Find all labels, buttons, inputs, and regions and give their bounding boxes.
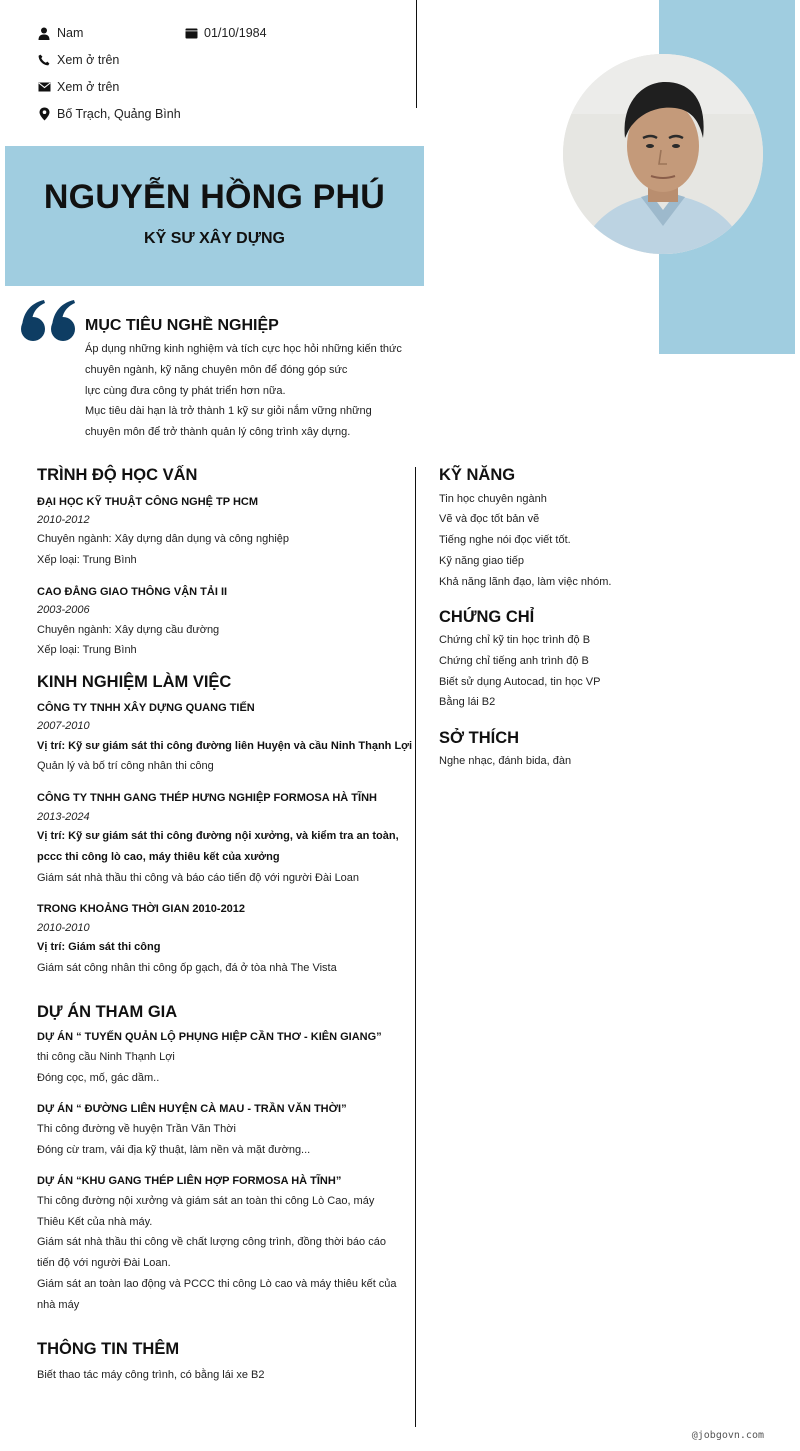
experience-company: TRONG KHOẢNG THỜI GIAN 2010-2012 <box>37 903 246 915</box>
education-school: ĐẠI HỌC KỸ THUẬT CÔNG NGHỆ TP HCM <box>37 496 259 508</box>
experience-role: Vị trí: Kỹ sư giám sát thi công đường liên Huyện và cầu Ninh Thạnh Lợi <box>37 740 413 752</box>
birthdate-text: 01/10/1984 <box>204 26 267 40</box>
experience-desc: Giám sát nhà thầu thi công và báo cáo tiến độ với người Đài Loan <box>37 872 360 884</box>
skill-item: Tiếng nghe nói đọc viết tốt. <box>439 534 571 546</box>
project-line: thi công cầu Ninh Thạnh Lợi <box>37 1051 175 1063</box>
phone-icon <box>37 53 51 67</box>
education-major: Chuyên ngành: Xây dựng cầu đường <box>37 624 220 636</box>
job-title: KỸ SƯ XÂY DỰNG <box>144 230 285 247</box>
address-text: Bố Trạch, Quảng Bình <box>57 107 181 121</box>
email-text: Xem ở trên <box>57 80 120 94</box>
project-line: nhà máy <box>37 1299 80 1311</box>
extra-text: Biết thao tác máy công trình, có bằng lái xe B2 <box>37 1369 265 1381</box>
avatar <box>563 54 763 254</box>
experience-period: 2007-2010 <box>37 720 90 732</box>
skill-item: Khả năng lãnh đạo, làm việc nhóm. <box>439 576 612 588</box>
candidate-name: NGUYỄN HỒNG PHÚ <box>43 178 386 216</box>
contact-gender <box>37 26 83 40</box>
contact-address <box>37 107 181 121</box>
experience-heading: KINH NGHIỆM LÀM VIỆC <box>37 673 232 691</box>
education-heading: TRÌNH ĐỘ HỌC VẤN <box>37 466 198 484</box>
certificates-heading: CHỨNG CHỈ <box>439 608 535 626</box>
envelope-icon <box>37 80 51 94</box>
skill-item: Vẽ và đọc tốt bản vẽ <box>439 513 540 525</box>
certificate-item: Biết sử dụng Autocad, tin học VP <box>439 676 601 688</box>
objective-line: chuyên ngành, kỹ năng chuyên môn để đóng góp sức <box>85 364 348 376</box>
project-line: Giám sát an toàn lao động và PCCC thi công Lò cao và máy thiêu kết của <box>37 1278 397 1290</box>
calendar-icon <box>184 26 198 40</box>
extra-heading: THÔNG TIN THÊM <box>37 1340 180 1358</box>
project-name: DỰ ÁN “KHU GANG THÉP LIÊN HỢP FORMOSA HÀ TĨNH” <box>37 1175 342 1187</box>
quote-icon <box>20 300 78 349</box>
watermark: @jobgovn.com <box>691 1430 764 1441</box>
objective-line: Mục tiêu dài hạn là trở thành 1 kỹ sư giỏi nắm vững những <box>85 405 372 417</box>
contact-birthdate <box>184 26 267 40</box>
certificate-item: Chứng chỉ tiếng anh trình độ B <box>439 655 589 667</box>
project-name: DỰ ÁN “ TUYẾN QUẢN LỘ PHỤNG HIỆP CẦN THƠ - KIÊN GIANG” <box>37 1031 382 1043</box>
experience-role: pccc thi công lò cao, máy thiêu kết của xưởng <box>37 851 280 863</box>
objective-heading: MỤC TIÊU NGHỀ NGHIỆP <box>85 317 279 334</box>
objective-line: Áp dụng những kinh nghiệm và tích cực học hỏi những kiến thức <box>85 343 402 355</box>
experience-company: CÔNG TY TNHH XÂY DỰNG QUANG TIẾN <box>37 702 255 714</box>
education-major: Chuyên ngành: Xây dựng dân dụng và công nghiệp <box>37 533 290 545</box>
objective-line: chuyên môn để trở thành quản lý công trình xây dựng. <box>85 426 351 438</box>
experience-role: Vị trí: Giám sát thi công <box>37 941 161 953</box>
education-period: 2003-2006 <box>37 604 90 616</box>
project-name: DỰ ÁN “ ĐƯỜNG LIÊN HUYỆN CÀ MAU - TRẦN VĂN THỜI” <box>37 1103 347 1115</box>
skill-item: Kỹ năng giao tiếp <box>439 555 525 567</box>
project-line: Giám sát nhà thầu thi công về chất lượng công trình, đồng thời báo cáo <box>37 1236 386 1248</box>
project-line: Thiêu Kết của nhà máy. <box>37 1216 153 1228</box>
skill-item: Tin học chuyên ngành <box>439 493 547 505</box>
project-line: Thi công đường nội xưởng và giám sát an toàn thi công Lò Cao, máy <box>37 1195 375 1207</box>
education-school: CAO ĐẲNG GIAO THÔNG VẬN TẢI II <box>37 586 228 598</box>
experience-desc: Giám sát công nhân thi công ốp gạch, đá ở tòa nhà The Vista <box>37 962 337 974</box>
avatar-portrait <box>563 54 763 254</box>
education-period: 2010-2012 <box>37 514 90 526</box>
project-line: Thi công đường về huyện Trần Văn Thời <box>37 1123 236 1135</box>
person-icon <box>37 26 51 40</box>
experience-period: 2010-2010 <box>37 922 90 934</box>
hobbies-heading: SỞ THÍCH <box>439 729 520 747</box>
experience-company: CÔNG TY TNHH GANG THÉP HƯNG NGHIỆP FORMOSA HÀ TĨNH <box>37 792 377 804</box>
certificate-item: Chứng chỉ kỹ tin học trình độ B <box>439 634 591 646</box>
project-line: Đóng cọc, mố, gác dầm.. <box>37 1072 160 1084</box>
column-divider <box>415 467 416 1427</box>
education-rank: Xếp loại: Trung Bình <box>37 644 137 656</box>
projects-heading: DỰ ÁN THAM GIA <box>37 1003 178 1021</box>
phone-text: Xem ở trên <box>57 53 120 67</box>
education-rank: Xếp loại: Trung Bình <box>37 554 137 566</box>
location-pin-icon <box>37 107 51 121</box>
skills-heading: KỸ NĂNG <box>439 466 516 484</box>
experience-period: 2013-2024 <box>37 811 90 823</box>
hobby-item: Nghe nhạc, đánh bida, đàn <box>439 755 572 767</box>
objective-line: lực cùng đưa công ty phát triển hơn nữa. <box>85 385 286 397</box>
experience-role: Vị trí: Kỹ sư giám sát thi công đường nội xưởng, và kiểm tra an toàn, <box>37 830 399 842</box>
contact-phone <box>37 53 119 67</box>
contact-email <box>37 80 119 94</box>
top-divider <box>416 0 417 108</box>
gender-text: Nam <box>57 26 84 40</box>
project-line: tiến độ với người Đài Loan. <box>37 1257 171 1269</box>
project-line: Đóng cừ tram, vải địa kỹ thuật, làm nền và mặt đường... <box>37 1144 311 1156</box>
certificate-item: Bằng lái B2 <box>439 696 496 708</box>
experience-desc: Quản lý và bố trí công nhân thi công <box>37 760 214 772</box>
